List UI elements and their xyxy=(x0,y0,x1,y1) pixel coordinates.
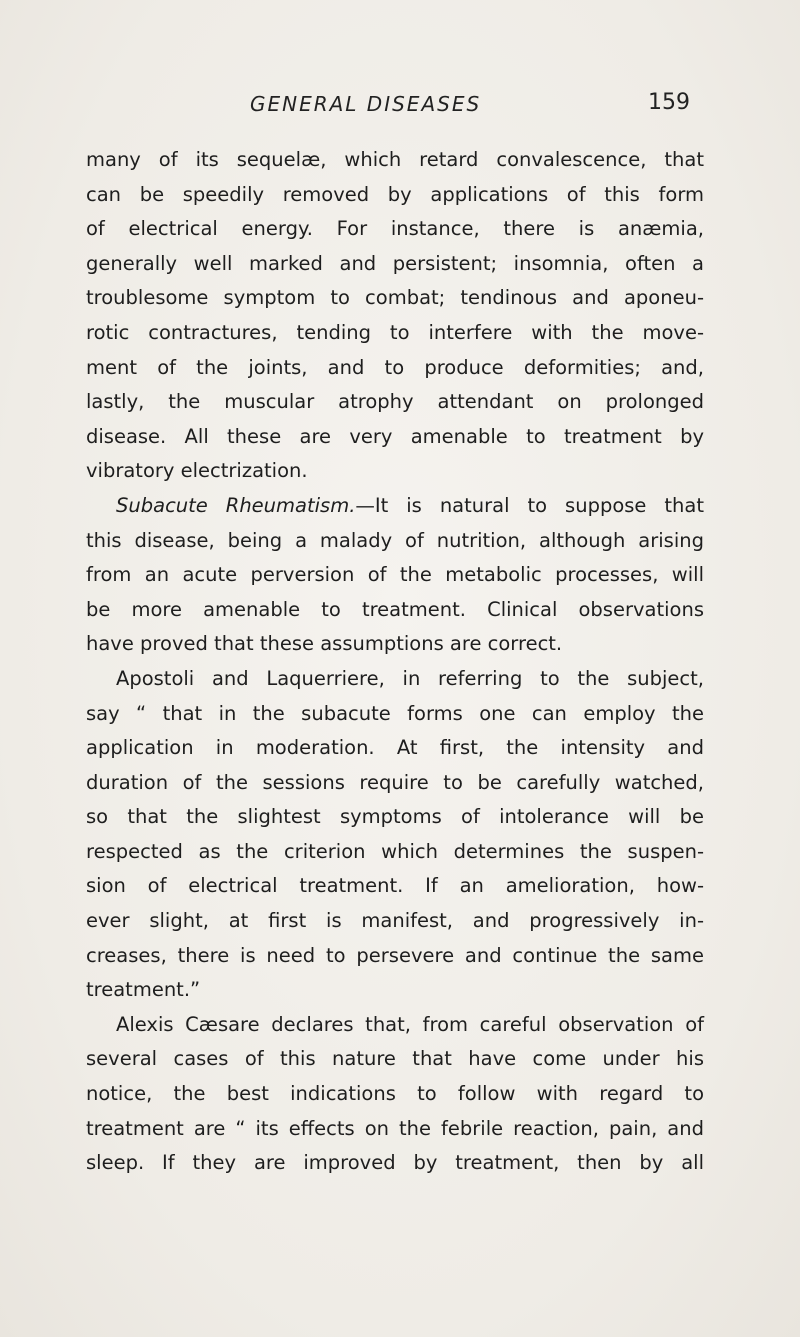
paragraph-first-line: Apostoli and Laquerriere, in referring to the subject, xyxy=(116,666,704,690)
text-line: respected as the criterion which determines the suspen- xyxy=(86,839,704,863)
text-line: disease. All these are very amenable to treatment by xyxy=(86,424,704,448)
text-line: so that the slightest symptoms of intolerance will be xyxy=(86,805,704,829)
text-line: several cases of this nature that have come under his xyxy=(86,1047,704,1071)
text-line: can be speedily removed by applications of this form xyxy=(86,182,704,206)
text-line: sion of electrical treatment. If an amelioration, how- xyxy=(86,874,704,898)
section-first-line-text: —It is natural to suppose that xyxy=(355,493,704,517)
text-line: creases, there is need to persevere and continue the same xyxy=(86,943,704,967)
body-text xyxy=(86,143,704,1181)
text-line: rotic contractures, tending to interfere with the move- xyxy=(86,320,704,344)
text-line: this disease, being a malady of nutrition, although arising xyxy=(86,528,704,552)
text-line: generally well marked and persistent; insomnia, often a xyxy=(86,251,704,275)
text-line: lastly, the muscular atrophy attendant on prolonged xyxy=(86,390,704,414)
text-line: application in moderation. At first, the intensity and xyxy=(86,736,704,760)
section-heading: Subacute Rheumatism. xyxy=(116,493,356,517)
text-line: of electrical energy. For instance, there is anæmia, xyxy=(86,217,704,241)
text-line: be more amenable to treatment. Clinical observations xyxy=(86,597,704,621)
paragraph-first-line: Alexis Cæsare declares that, from careful observation of xyxy=(116,1012,704,1036)
section-first-line xyxy=(86,489,704,524)
text-line: duration of the sessions require to be carefully watched, xyxy=(86,770,704,794)
text-line: say “ that in the subacute forms one can employ the xyxy=(86,701,704,725)
text-line: treatment.” xyxy=(86,978,201,1002)
text-line: notice, the best indications to follow with regard to xyxy=(86,1082,704,1106)
text-line: sleep. If they are improved by treatment, then by all xyxy=(86,1151,704,1175)
text-line: ment of the joints, and to produce deformities; and, xyxy=(86,355,704,379)
text-line: many of its sequelæ, which retard convalescence, that xyxy=(86,148,704,171)
page-number: 159 xyxy=(648,90,690,115)
text-line: treatment are “ its effects on the febrile reaction, pain, and xyxy=(86,1116,704,1140)
text-line: troublesome symptom to combat; tendinous and aponeu- xyxy=(86,286,704,310)
text-line: have proved that these assumptions are correct. xyxy=(86,632,563,656)
text-line: ever slight, at first is manifest, and progressively in- xyxy=(86,909,704,933)
text-line: vibratory electrization. xyxy=(86,459,308,483)
text-line: from an acute perversion of the metabolic processes, will xyxy=(86,563,704,587)
running-head: GENERAL DISEASES xyxy=(250,92,482,116)
